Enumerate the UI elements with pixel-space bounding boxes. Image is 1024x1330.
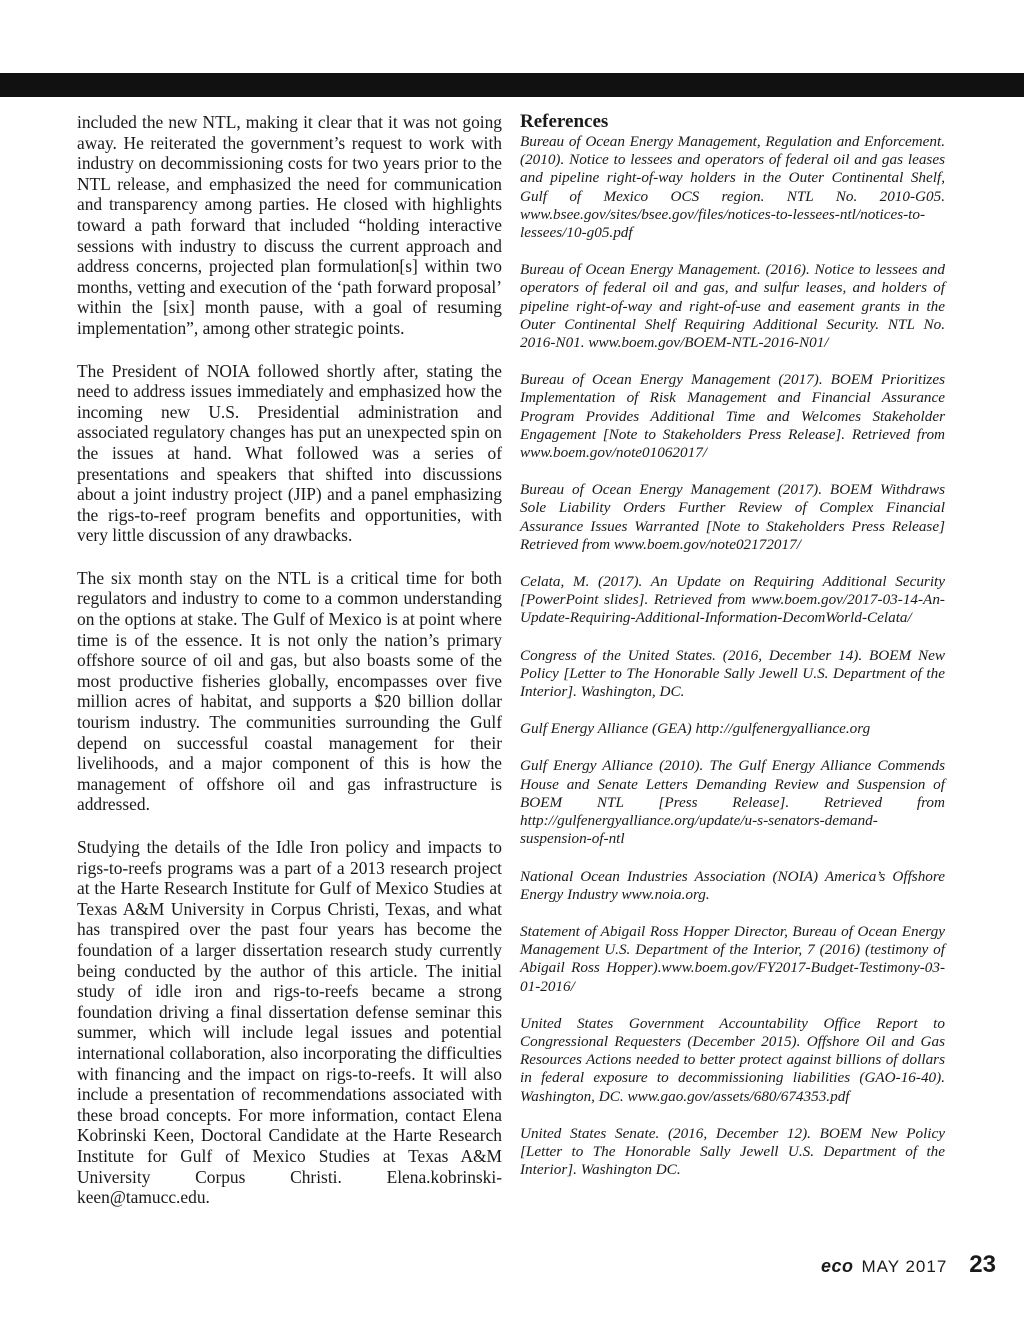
body-paragraph: Studying the details of the Idle Iron policy and impacts to rigs-to-reefs programs was a part of a 2013 research project at the Harte Research Institute for Gulf of Mexico Studies at Texas A&M University in Corpus Christi, Texas, and what has transpired over the past four years has become the foundation of a larger dissertation research study currently being conducted by the author of this article. The initial study of idle iron and rigs-to-reefs became a strong foundation driving a final dissertation defense seminar this summer, which will include legal issues and potential international collaboration, also incorporating the difficulties with financing and the impact on rigs-to-reefs. It will also include a presentation of recommendations associated with these broad concepts. For more information, contact Elena Kobrinski Keen, Doctoral Candidate at the Harte Research Institute for Gulf of Mexico Studies at Texas A&M University Corpus Christi. Elena.kobrinski-keen@tamucc.edu. — [77, 837, 502, 1208]
reference-item: National Ocean Industries Association (NOIA) America’s Offshore Energy Industry www.noia.org. — [520, 867, 945, 903]
reference-item: Bureau of Ocean Energy Management. (2016). Notice to lessees and operators of federal oil and gas, and sulfur leases, and holders of pipeline right-of-way and right-of-use and easement grants in the Outer Continental Shelf Requiring Additional Security. NTL No. 2016-N01. www.boem.gov/BOEM-NTL-2016-N01/ — [520, 261, 945, 352]
body-column — [77, 112, 502, 1230]
magazine-name: eco — [820, 1256, 854, 1276]
page-number: 23 — [969, 1251, 996, 1278]
reference-item: United States Government Accountability Office Report to Congressional Requesters (December 2015). Offshore Oil and Gas Resources Actions needed to better protect against billions of dollars in federal exposure to decommissioning liabilities (GAO-16-40). Washington, DC. www.gao.gov/assets/680/674353.pdf — [520, 1014, 945, 1105]
body-paragraph: The six month stay on the NTL is a critical time for both regulators and industry to come to a common understanding on the options at stake. The Gulf of Mexico is at point where time is of the essence. It is not only the nation’s primary offshore source of oil and gas, but also boasts some of the most productive fisheries globally, encompasses over five million acres of habitat, and supports a $20 billion dollar tourism industry. The communities surrounding the Gulf depend on successful coastal management for their livelihoods, and a major component of this is how the management of offshore oil and gas infrastructure is addressed. — [77, 567, 502, 815]
references-heading: References — [520, 111, 609, 132]
reference-item: United States Senate. (2016, December 12). BOEM New Policy [Letter to The Honorable Sally Jewell U.S. Department of the Interior]. Washington DC. — [520, 1124, 945, 1179]
page-footer — [821, 1251, 996, 1279]
header-bar — [0, 73, 1024, 97]
reference-item: Bureau of Ocean Energy Management (2017). BOEM Withdraws Sole Liability Orders Further Review of Complex Financial Assurance Issues Warranted [Note to Stakeholders Press Release] Retrieved from www.boem.gov/note02172017/ — [520, 481, 945, 553]
references-column — [520, 111, 945, 1198]
body-paragraph: The President of NOIA followed shortly after, stating the need to address issues immediately and emphasized how the incoming new U.S. Presidential administration and associated regulatory changes has put an unexpected spin on the issues at hand. What followed was a series of presentations and speakers that shifted into discussions about a joint industry project (JIP) and a panel emphasizing the rigs-to-reef program benefits and opportunities, with very little discussion of any drawbacks. — [77, 360, 502, 546]
reference-item: Gulf Energy Alliance (GEA) http://gulfenergyalliance.org — [520, 720, 871, 738]
reference-item: Celata, M. (2017). An Update on Requiring Additional Security [PowerPoint slides]. Retrieved from www.boem.gov/2017-03-14-An-Update-Requiring-Additional-Information-DecomWorld-Celata/ — [520, 573, 945, 627]
reference-item: Bureau of Ocean Energy Management, Regulation and Enforcement. (2010). Notice to lessees and operators of federal oil and gas leases and pipeline right-of-way holders in the Outer Continental Shelf, Gulf of Mexico OCS region. NTL No. 2010-G05. www.bsee.gov/sites/bsee.gov/files/notices-to-lessees-ntl/notices-to-lessees/10-g05.pdf — [520, 133, 945, 242]
reference-item: Gulf Energy Alliance (2010). The Gulf Energy Alliance Commends House and Senate Letters Demanding Review and Suspension of BOEM NTL [Press Release]. Retrieved from http://gulfenergyalliance.org/update/u-s-senators-demand-suspension-of-ntl — [520, 757, 945, 848]
issue-date: MAY 2017 — [861, 1257, 948, 1276]
reference-item: Statement of Abigail Ross Hopper Director, Bureau of Ocean Energy Management U.S. Department of the Interior, 7 (2016) (testimony of Abigail Ross Hopper).www.boem.gov/FY2017-Budget-Testimony-03-01-2016/ — [520, 922, 945, 995]
reference-item: Congress of the United States. (2016, December 14). BOEM New Policy [Letter to The Honorable Sally Jewell U.S. Department of the Interior]. Washington, DC. — [520, 646, 945, 701]
reference-item: Bureau of Ocean Energy Management (2017). BOEM Prioritizes Implementation of Risk Management and Financial Assurance Program Provides Additional Time and Welcomes Stakeholder Engagement [Note to Stakeholders Press Release]. Retrieved from www.boem.gov/note01062017/ — [520, 371, 945, 462]
body-paragraph: included the new NTL, making it clear that it was not going away. He reiterated the government’s request to work with industry on decommissioning costs for two years prior to the NTL release, and emphasized the need for communication and transparency among parties. He closed with highlights toward a path forward that included “holding interactive sessions with industry to discuss the current approach and address concerns, projected plan formulation[s] within two months, vetting and execution of the ‘path forward proposal’ within the [six] month pause, with a goal of resuming implementation”, among other strategic points. — [77, 112, 502, 338]
